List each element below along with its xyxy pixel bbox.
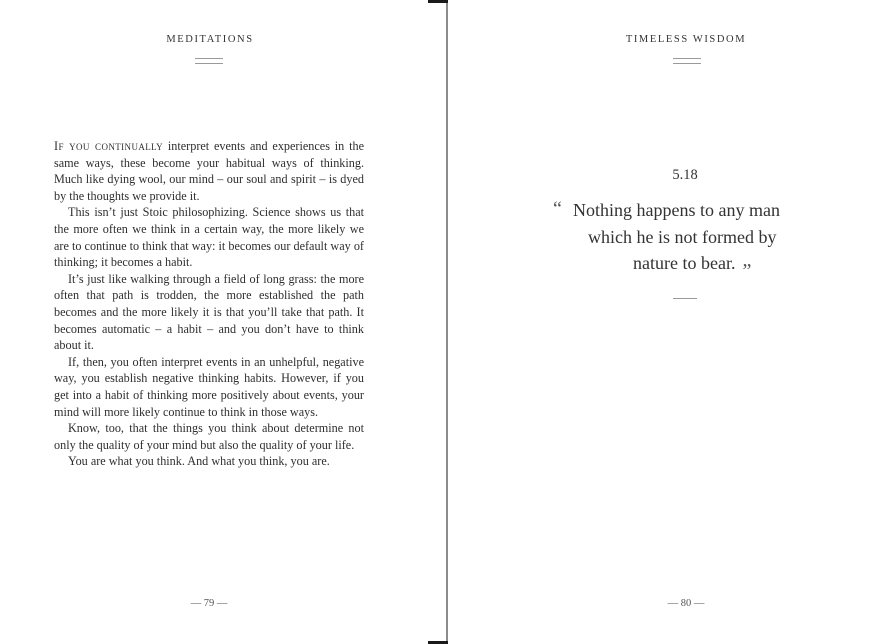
quote-number: 5.18 <box>672 167 698 183</box>
header-double-rule-left <box>195 58 223 64</box>
paragraph-2: This isn’t just Stoic philosophizing. Science shows us that the more often we think in a certain way, the more likely we are to continue to think that way: it becomes our default way of thinking; it becomes a habit. <box>54 205 364 270</box>
quote-line-2: which he is not formed by <box>588 226 777 247</box>
close-quote-mark: ” <box>742 260 752 282</box>
lead-in-smallcaps: If you continually <box>54 139 164 153</box>
quote-line-3: nature to bear. <box>633 253 736 273</box>
paragraph-3: It’s just like walking through a field of long grass: the more often that path is trodden, the more established the path becomes and the more likely it is that you’ll take that path. It becomes automatic – a habit – and you don’t have to think about it. <box>54 271 364 353</box>
paragraph-4: If, then, you often interpret events in an unhelpful, negative way, you establish negative thinking habits. However, if you get into a habit of thinking more positively about events, your mind will more likely continue to think in those ways. <box>54 354 364 419</box>
open-quote-mark: “ <box>553 198 562 220</box>
paragraph-1-text: interpret events and experiences in the same ways, these become your habitual ways of thinking. Much like dying wool, our mind – our soul and spirit – is dyed by the thoughts we provide it. <box>54 139 364 203</box>
paragraph-1 <box>54 138 364 204</box>
page-number-right: — 80 — <box>667 598 705 609</box>
quote-divider-rule <box>673 298 697 299</box>
header-double-rule-right <box>673 58 701 64</box>
left-page <box>0 0 446 644</box>
paragraph-6: You are what you think. And what you think, you are. <box>68 454 330 469</box>
body-text <box>54 138 364 470</box>
running-head-right: TIMELESS WISDOM <box>625 34 747 45</box>
paragraph-5: Know, too, that the things you think about determine not only the quality of your mind but also the quality of your life. <box>54 421 364 452</box>
page-number-left: — 79 — <box>190 598 228 609</box>
quote-line-3-wrap <box>553 250 843 282</box>
pull-quote <box>553 197 843 282</box>
running-head-left: MEDITATIONS <box>166 34 254 45</box>
quote-line-1: Nothing happens to any man <box>573 200 780 220</box>
right-page <box>448 0 893 644</box>
